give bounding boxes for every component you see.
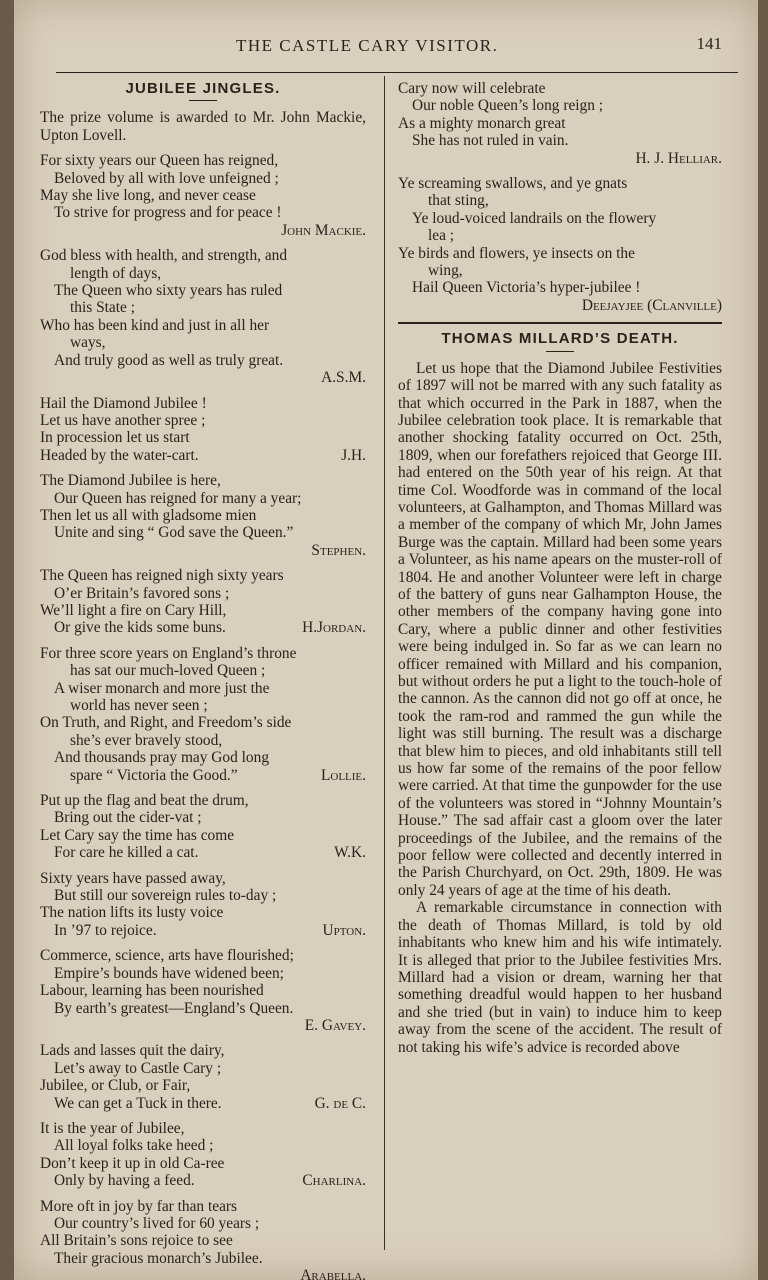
verse-line — [40, 334, 366, 351]
verse-line — [40, 732, 366, 749]
jingle — [40, 395, 366, 465]
verse-text: ways, — [70, 334, 106, 352]
article-title-rule — [546, 351, 574, 352]
verse-text: Who has been kind and just in all her — [40, 316, 270, 334]
article-paragraph: A remarkable circumstance in connection with the death of Thomas Millard, is told by old inhabitants who knew him and his wife intimately. It is alleged that prior to the Jubilee festivities Mrs. Millard had a vision or dream, warning her that something dreadful would happen to her husband and she tried (but in vain) to induce him to keep away from the scene of the accident. The result of not taking his wife’s advice is recorded above — [398, 899, 722, 1056]
verse-line — [40, 187, 366, 204]
author-signature: Deejayjee (Clanville) — [581, 296, 722, 314]
verse-text: Our noble Queen’s long reign ; — [412, 97, 604, 115]
verse-line — [40, 524, 366, 541]
verse-text: But still our sovereign rules to-day ; — [54, 887, 277, 905]
verse-text: Don’t keep it up in old Ca-ree — [40, 1154, 225, 1172]
verse-line — [40, 982, 366, 999]
verse-line — [40, 204, 366, 221]
verse-text: More oft in joy by far than tears — [40, 1197, 238, 1215]
verse-line — [40, 585, 366, 602]
verse-text: that sting, — [428, 192, 489, 210]
verse-text: Lads and lasses quit the dairy, — [40, 1042, 225, 1060]
verse-text: All loyal folks take heed ; — [54, 1137, 214, 1155]
verse-text: All Britain’s sons rejoice to see — [40, 1232, 233, 1250]
author-signature: W.K. — [334, 844, 366, 862]
verse-text: has sat our much-loved Queen ; — [70, 662, 266, 680]
column-divider — [384, 76, 385, 1250]
jingle — [40, 645, 366, 784]
prize-intro: The prize volume is awarded to Mr. John Mackie, Upton Lovell. — [40, 109, 366, 144]
verse-text: She has not ruled in vain. — [412, 132, 569, 150]
verse-text: Ye loud-voiced landrails on the flowery — [412, 209, 657, 227]
verse-line — [40, 507, 366, 524]
author-signature: H.Jordan. — [302, 619, 366, 637]
verse-line — [40, 1095, 366, 1112]
left-column — [40, 80, 366, 1280]
verse-text: Hail the Diamond Jubilee ! — [40, 394, 207, 412]
verse-line — [40, 965, 366, 982]
article-rule-top — [398, 322, 722, 324]
verse-text: For care he killed a cat. — [54, 844, 199, 862]
verse-line — [398, 279, 722, 296]
author-signature: A.S.M. — [321, 369, 366, 387]
verse-text: Empire’s bounds have widened been; — [54, 964, 284, 982]
article-body — [398, 360, 722, 1056]
verse-text: Our country’s lived for 60 years ; — [54, 1214, 260, 1232]
verse-line — [40, 827, 366, 844]
verse-line — [40, 904, 366, 921]
article-paragraph: Let us hope that the Diamond Jubilee Festivities of 1897 will not be marred with any such fatality as that which occurred in the Park in 1887, when the Jubilee celebration took place. It is remarkable that another shocking fatality occurred on Oct. 25th, 1809, when our forefathers rejoiced that George III. had entered on the 50th year of his reign. At that time Col. Woodforde was in command of the local volunteers, at Galhampton, and Thomas Millard was a member of the company of which Mr, John James Burge was the captain. Millard had been some years a Volunteer, as his name apears on the muster-roll of 1804. He and another Volunteer were left in charge of the battery of guns near Galhampton House, the other members of the company having gone into Cary, where a public dinner and other festivities were being indulged in. So far as we can learn no officer remained with Millard and his companion, but without orders he put a light to the touch-hole of the cannon. As the cannon did not go off at once, he took the ram-rod and rammed the gun while the light was still burning. The result was a discharge that blew him to pieces, and old inhabitants still tell us how far some of the remains of the poor fellow were carried. At that time the gunpowder for the use of the volunteers was stored in “Johnny Mountain’s House.” The sad affair cast a gloom over the later proceedings of the Jubilee, and the remains of the poor fellow were collected and decently interred in the Parish Churchyard, on Oct. 29th, 1809. He was only 24 years of age at the time of his death. — [398, 359, 722, 899]
verse-text: O’er Britain’s favored sons ; — [54, 584, 230, 602]
author-signature: Arabella. — [300, 1267, 366, 1280]
verse-line — [398, 245, 722, 262]
verse-line — [40, 152, 366, 169]
jingle — [40, 1042, 366, 1112]
verse-line — [398, 192, 722, 209]
verse-line — [40, 1198, 366, 1215]
author-signature: G. de C. — [314, 1094, 366, 1112]
verse-text: Ye birds and flowers, ye insects on the — [398, 244, 635, 262]
verse-text: lea ; — [428, 227, 455, 245]
verse-text: Unite and sing “ God save the Queen.” — [54, 524, 294, 542]
verse-text: And truly good as well as truly great. — [54, 351, 284, 369]
verse-text: In ’97 to rejoice. — [54, 921, 157, 939]
verse-line — [40, 1215, 366, 1232]
author-signature: Upton. — [322, 921, 366, 939]
verse-text: Commerce, science, arts have flourished; — [40, 947, 294, 965]
verse-text: Beloved by all with love unfeigned ; — [54, 169, 279, 187]
right-column — [398, 80, 722, 1056]
verse-line — [40, 429, 366, 446]
verse-line — [40, 714, 366, 731]
verse-text: Cary now will celebrate — [398, 80, 546, 97]
header-rule — [56, 72, 738, 73]
verse-text: Only by having a feed. — [54, 1172, 195, 1190]
author-signature: Charlina. — [302, 1172, 366, 1190]
verse-line — [40, 1172, 366, 1189]
verse-line — [40, 680, 366, 697]
verse-line — [40, 749, 366, 766]
jingle — [40, 247, 366, 386]
verse-text: God bless with health, and strength, and — [40, 247, 288, 265]
verse-text: It is the year of Jubilee, — [40, 1119, 185, 1137]
verse-text: Ye screaming swallows, and ye gnats — [398, 175, 628, 193]
verse-text: By earth’s greatest—England’s Queen. — [54, 999, 294, 1017]
verse-line — [40, 922, 366, 939]
verse-text: The Queen who sixty years has ruled — [54, 282, 283, 300]
verse-line — [40, 282, 366, 299]
verse-line — [40, 1155, 366, 1172]
verse-text: Labour, learning has been nourished — [40, 982, 264, 1000]
verse-text: For sixty years our Queen has reigned, — [40, 152, 279, 170]
verse-text: Let’s away to Castle Cary ; — [54, 1059, 222, 1077]
verse-text: Hail Queen Victoria’s hyper-jubilee ! — [412, 279, 641, 297]
jubilee-jingles-title: JUBILEE JINGLES. — [125, 80, 281, 97]
verse-text: Sixty years have passed away, — [40, 869, 226, 887]
author-signature: J.H. — [341, 446, 366, 464]
verse-line — [40, 299, 366, 316]
verse-line — [40, 395, 366, 412]
title-rule — [189, 100, 217, 101]
left-jingles — [40, 152, 366, 1280]
jingle — [40, 870, 366, 940]
jingle — [40, 1198, 366, 1280]
verse-text: she’s ever bravely stood, — [70, 731, 223, 749]
verse-line — [40, 844, 366, 861]
verse-line — [40, 490, 366, 507]
verse-text: The Queen has reigned nigh sixty years — [40, 567, 284, 585]
verse-text: Let Cary say the time has come — [40, 826, 235, 844]
jingle — [398, 80, 722, 167]
verse-text: In procession let us start — [40, 429, 190, 447]
verse-line — [40, 1042, 366, 1059]
verse-line — [40, 1077, 366, 1094]
verse-text: Headed by the water-cart. — [40, 446, 199, 464]
author-signature: Lollie. — [320, 766, 366, 784]
jingle — [40, 472, 366, 559]
verse-line — [398, 97, 722, 114]
verse-text: May she live long, and never cease — [40, 187, 256, 205]
right-jingles — [398, 80, 722, 314]
verse-text: this State ; — [70, 299, 135, 317]
verse-text: Let us have another spree ; — [40, 411, 206, 429]
verse-text: And thousands pray may God long — [54, 749, 270, 767]
verse-text: Or give the kids some buns. — [54, 619, 226, 637]
verse-line — [40, 792, 366, 809]
verse-text: The Diamond Jubilee is here, — [40, 472, 221, 490]
verse-line — [40, 447, 366, 464]
verse-text: Their gracious monarch’s Jubilee. — [54, 1249, 263, 1267]
verse-line — [40, 265, 366, 282]
jingle — [398, 175, 722, 314]
verse-line — [40, 602, 366, 619]
verse-text: world has never seen ; — [70, 697, 208, 714]
author-signature: H. J. Helliar. — [635, 149, 722, 167]
verse-line — [40, 1120, 366, 1137]
verse-line — [40, 697, 366, 714]
newspaper-page — [14, 0, 758, 1280]
verse-text: length of days, — [70, 264, 162, 282]
verse-line — [398, 132, 722, 149]
verse-text: The nation lifts its lusty voice — [40, 904, 224, 922]
verse-text: spare “ Victoria the Good.” — [70, 766, 238, 784]
author-signature: John Mackie. — [281, 221, 366, 239]
verse-text: On Truth, and Right, and Freedom’s side — [40, 714, 292, 732]
verse-line — [40, 619, 366, 636]
page-number: 141 — [696, 34, 722, 53]
verse-line — [40, 1232, 366, 1249]
verse-line — [40, 412, 366, 429]
author-signature: Stephen. — [311, 541, 366, 559]
jingle — [40, 792, 366, 862]
verse-text: To strive for progress and for peace ! — [54, 204, 282, 222]
verse-line — [40, 662, 366, 679]
jingle — [40, 947, 366, 1034]
verse-text: Bring out the cider-vat ; — [54, 809, 202, 827]
verse-line — [40, 887, 366, 904]
verse-line — [40, 1000, 366, 1017]
verse-line — [398, 115, 722, 132]
verse-text: Then let us all with gladsome mien — [40, 506, 257, 524]
verse-text: We can get a Tuck in there. — [54, 1094, 222, 1112]
verse-line — [40, 1060, 366, 1077]
jingle — [40, 567, 366, 637]
verse-text: Jubilee, or Club, or Fair, — [40, 1077, 191, 1095]
article-title: THOMAS MILLARD’S DEATH. — [441, 330, 679, 348]
verse-line — [40, 317, 366, 334]
verse-line — [40, 809, 366, 826]
verse-text: We’ll light a fire on Cary Hill, — [40, 601, 227, 619]
verse-line — [40, 472, 366, 489]
verse-line — [40, 870, 366, 887]
verse-line — [398, 80, 722, 97]
verse-line — [40, 170, 366, 187]
verse-line — [398, 262, 722, 279]
verse-line — [40, 1137, 366, 1154]
jingle — [40, 1120, 366, 1190]
verse-line — [40, 767, 366, 784]
jingle — [40, 152, 366, 239]
verse-text: wing, — [428, 262, 463, 280]
verse-line — [398, 175, 722, 192]
verse-text: For three score years on England’s throne — [40, 644, 297, 662]
verse-line — [40, 352, 366, 369]
verse-line — [398, 227, 722, 244]
author-signature: E. Gavey. — [304, 1016, 366, 1034]
verse-line — [40, 645, 366, 662]
verse-text: As a mighty monarch great — [398, 114, 566, 132]
verse-text: A wiser monarch and more just the — [54, 679, 270, 697]
verse-text: Put up the flag and beat the drum, — [40, 792, 249, 810]
verse-line — [398, 210, 722, 227]
running-header: THE CASTLE CARY VISITOR. — [236, 36, 499, 55]
verse-text: Our Queen has reigned for many a year; — [54, 489, 302, 507]
verse-line — [40, 567, 366, 584]
verse-line — [40, 1250, 366, 1267]
verse-line — [40, 247, 366, 264]
verse-line — [40, 947, 366, 964]
